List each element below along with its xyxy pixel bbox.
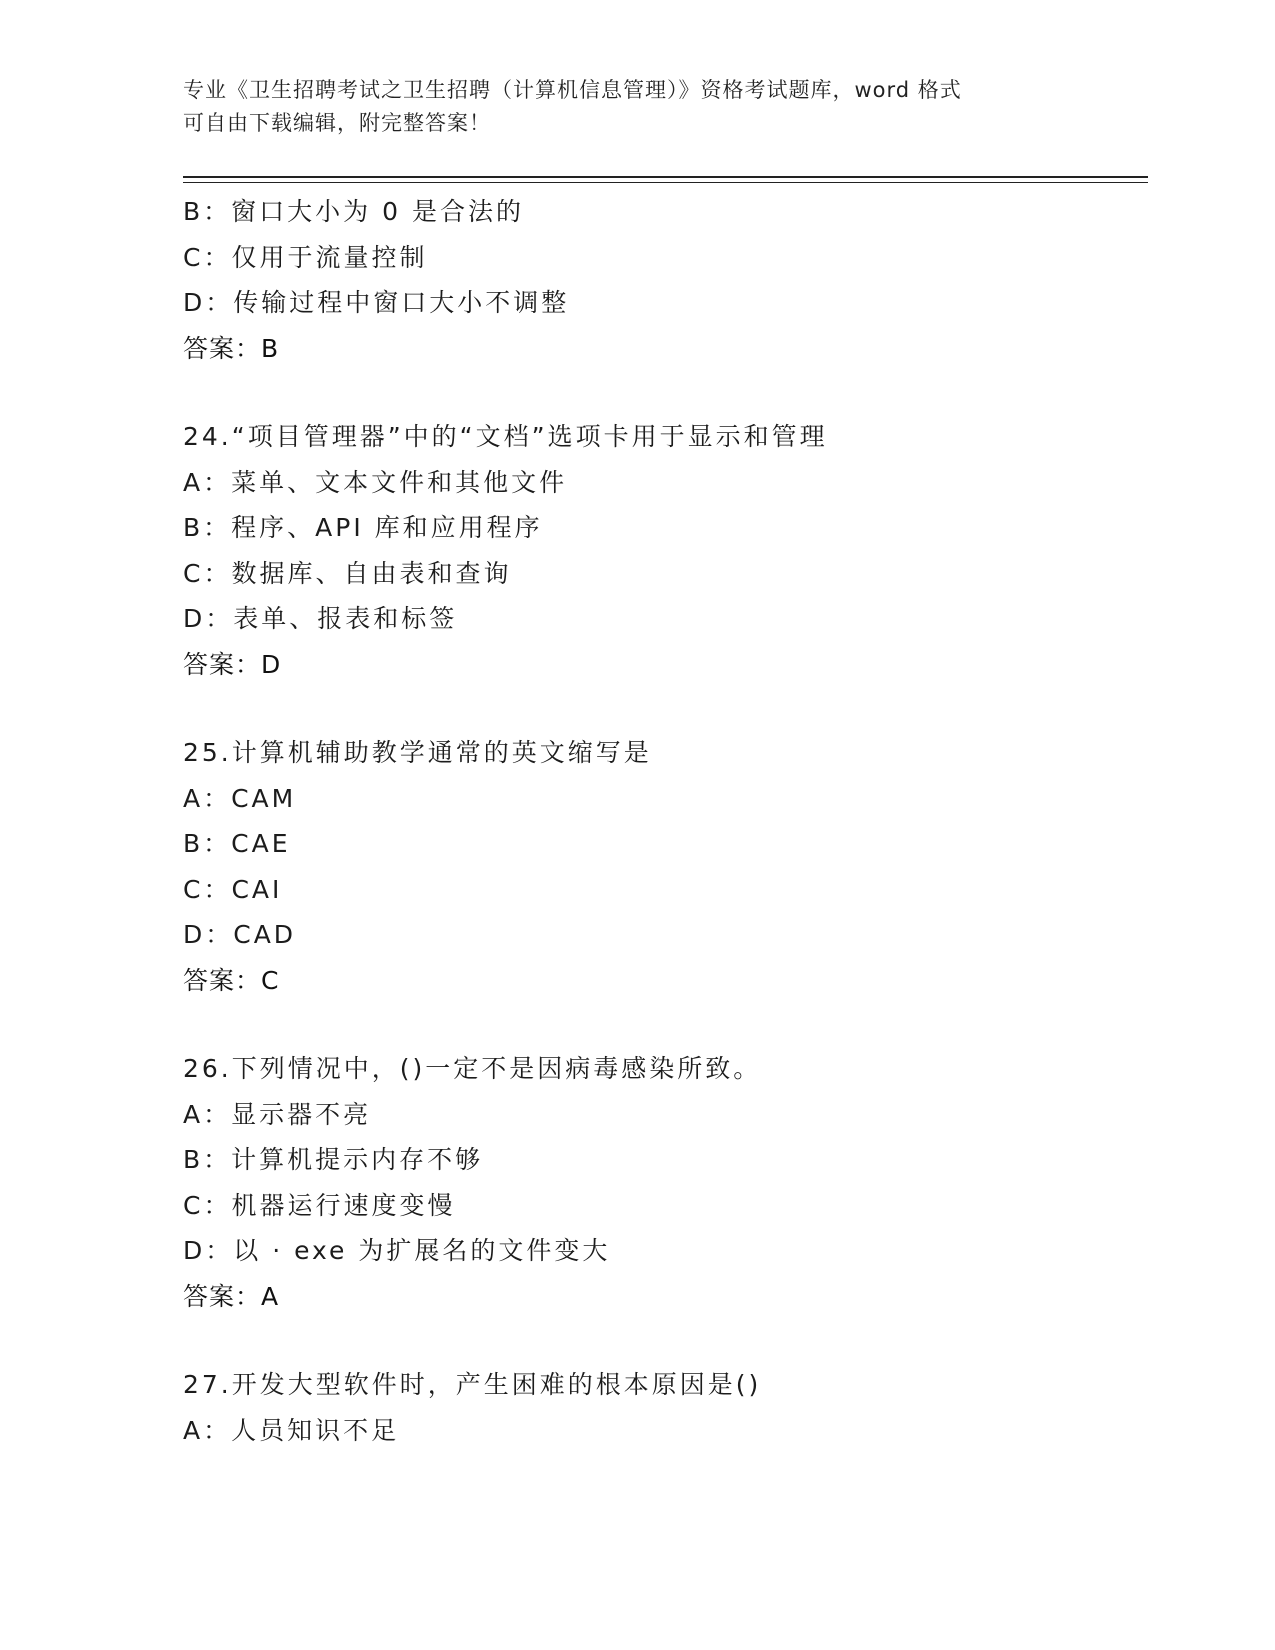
answer: 答案：D [183,649,282,679]
header-rule-thick [183,176,1148,178]
option-d: D：CAD [183,920,297,949]
option-c: C：CAI [183,874,283,904]
header-line-2: 可自由下载编辑，附完整答案！ [183,111,491,135]
answer: 答案：B [183,333,280,363]
question-text: 26.下列情况中，()一定不是因病毒感染所致。 [183,1054,762,1083]
option-a: A：CAM [183,783,297,813]
answer: 答案：C [183,965,280,995]
option-d: D：表单、报表和标签 [183,604,458,633]
spacer [183,687,1148,730]
option-a: A：人员知识不足 [183,1415,400,1445]
option-b: B：计算机提示内存不够 [183,1145,484,1174]
spacer [183,1319,1148,1362]
option-c: C：仅用于流量控制 [183,242,428,272]
question-text: 24.“项目管理器”中的“文档”选项卡用于显示和管理 [183,422,828,451]
spacer [183,371,1148,414]
option-b: B：程序、API 库和应用程序 [183,513,543,542]
question-text: 27.开发大型软件时，产生困难的根本原因是() [183,1370,762,1399]
spacer [183,1003,1148,1046]
option-d: D：以 · exe 为扩展名的文件变大 [183,1236,611,1265]
question-text: 25.计算机辅助教学通常的英文缩写是 [183,738,652,767]
option-d: D：传输过程中窗口大小不调整 [183,288,570,317]
option-a: A：菜单、文本文件和其他文件 [183,467,568,497]
question-list [183,189,1148,1453]
document-header [183,74,1063,140]
header-line-1: 专业《卫生招聘考试之卫生招聘（计算机信息管理）》资格考试题库，word 格式 [183,78,962,102]
option-a: A：显示器不亮 [183,1099,372,1129]
option-c: C：机器运行速度变慢 [183,1190,456,1220]
option-b: B：CAE [183,829,291,858]
question-27 [183,1362,1148,1453]
option-b: B：窗口大小为 0 是合法的 [183,197,524,226]
option-c: C：数据库、自由表和查询 [183,558,512,588]
question-24 [183,414,1148,687]
question-25 [183,730,1148,1003]
header-rule-thin [183,182,1148,183]
question-26 [183,1046,1148,1319]
answer: 答案：A [183,1281,280,1311]
question-23 [183,189,1148,371]
